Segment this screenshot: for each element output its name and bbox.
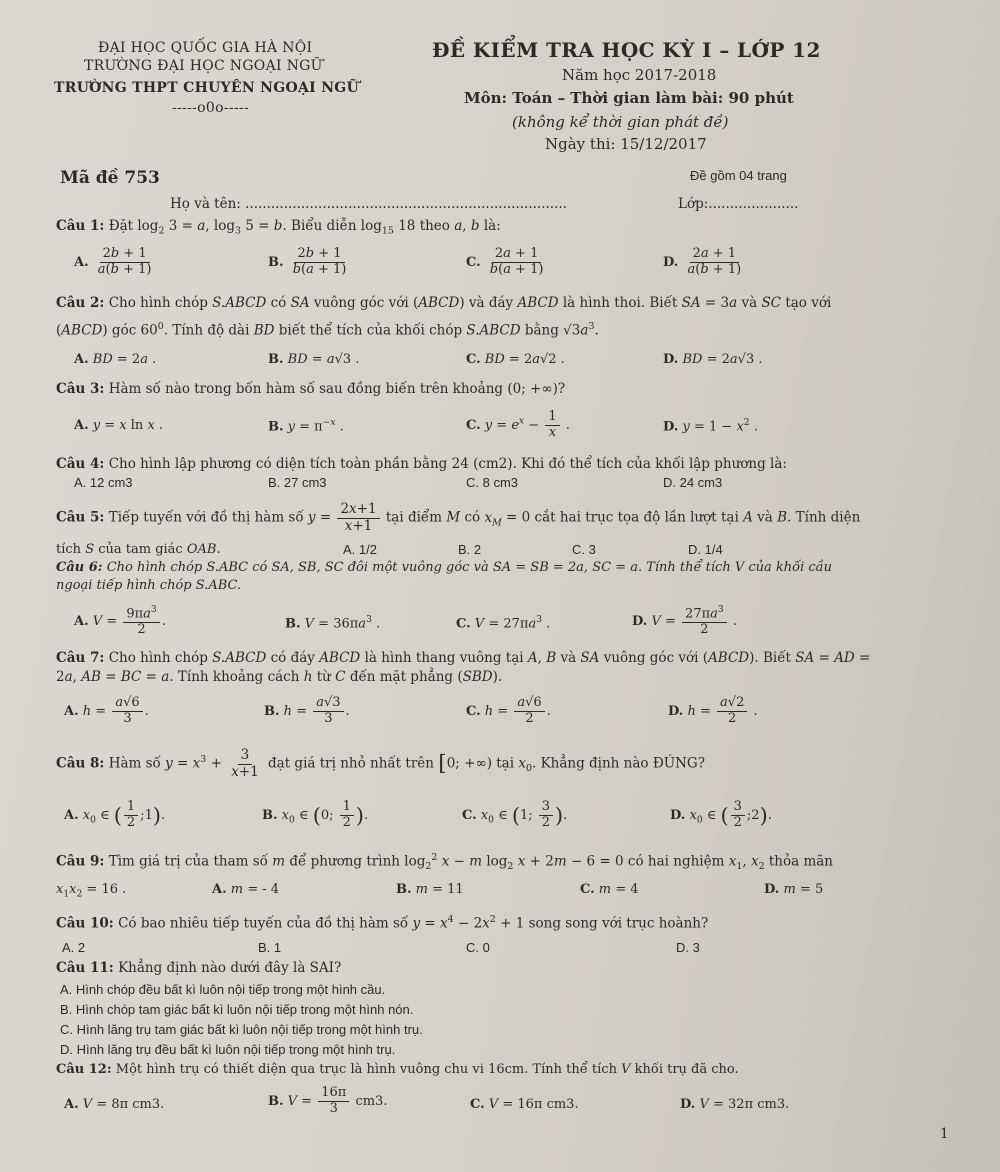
class-field: Lớp:..................... [678, 196, 799, 212]
question-11: Câu 11: Khẳng định nào dưới đây là SAI? [56, 960, 342, 976]
q11-option-b[interactable]: B. Hình chóp tam giác bất kì luôn nội tiếp trong một hình nón. [60, 1002, 414, 1017]
question-5-line-2: tích S của tam giác OAB. [56, 542, 221, 557]
q9-option-b[interactable]: B. m = 11 [396, 882, 464, 897]
question-7-line-2: 2a, AB = BC = a. Tính khoảng cách h từ C đến mặt phẳng (SBD). [56, 669, 503, 685]
q9-condition: $x_1x_2 = 16$ . [56, 882, 127, 900]
q9-option-d[interactable]: D. m = 5 [764, 882, 824, 897]
q9-option-a[interactable]: A. m = - 4 [212, 882, 280, 897]
q6-option-a[interactable]: A. V = $\frac{9\pi a^3}{2}$ . [74, 605, 166, 638]
q10-option-c[interactable]: C. 0 [466, 940, 490, 955]
question-2-line-1: Câu 2: Cho hình chóp S.ABCD có SA vuông góc với (ABCD) và đáy ABCD là hình thoi. Biết SA = 3a và SC tạo với [56, 295, 832, 311]
q3-option-d[interactable]: D. $y = 1 - x^2$ . [663, 418, 758, 435]
q11-option-d[interactable]: D. Hình lăng trụ đều bất kì luôn nội tiếp trong một hình trụ. [60, 1042, 396, 1057]
q9-option-c[interactable]: C. m = 4 [580, 882, 639, 897]
q8-option-d[interactable]: D. $x_0$ ∈ ( $\frac{3}{2}$ ;2). [670, 799, 772, 830]
time-note: (không kể thời gian phát đề) [512, 113, 729, 131]
q12-option-b[interactable]: B. V = $\frac{16\pi}{3}$ cm3. [268, 1085, 388, 1116]
q1-option-a[interactable]: A. $\frac{2b + 1}{a(b + 1)}$ [74, 246, 152, 277]
q5-option-c[interactable]: C. 3 [572, 542, 596, 557]
q8-option-c[interactable]: C. $x_0$ ∈ (1; $\frac{3}{2}$ ). [462, 799, 568, 830]
q1-option-d[interactable]: D. $\frac{2a + 1}{a(b + 1)}$ [663, 246, 742, 277]
question-8: Câu 8: Hàm số $y = x^3$ + $\frac{3}{x+1}$ đạt giá trị nhỏ nhất trên [0; +∞) tại $x_0$. Khẳng định nào ĐÚNG? [56, 747, 705, 780]
q3-option-a[interactable]: A. y = x ln x . [74, 418, 164, 433]
q6-option-c[interactable]: C. $V = 27\pi a^3$ . [456, 615, 551, 632]
question-4: Câu 4: Cho hình lập phương có diện tích toàn phần bằng 24 (cm2). Khi đó thể tích của khối lập phương là: [56, 456, 787, 472]
name-field: Họ và tên: ........................................................................... [170, 196, 567, 212]
q3-option-c[interactable]: C. $y = e^x$ − $\frac{1}{x}$ . [466, 409, 570, 440]
q8-option-a[interactable]: A. $x_0$ ∈ ( $\frac{1}{2}$ ;1). [64, 799, 166, 830]
question-12: Câu 12: Một hình trụ có thiết diện qua trục là hình vuông chu vi 16cm. Tính thể tích V khối trụ đã cho. [56, 1062, 739, 1077]
q2-option-a[interactable]: A. BD = 2a . [74, 352, 157, 367]
question-6-line-1: Câu 6: Cho hình chóp S.ABC có SA, SB, SC đôi một vuông góc và SA = SB = 2a, SC = a. Tính thể tích V của khối cầu [56, 560, 832, 575]
q8-option-b[interactable]: B. $x_0$ ∈ (0; $\frac{1}{2}$ ). [262, 799, 369, 830]
q12-option-d[interactable]: D. V = 32π cm3. [680, 1097, 790, 1112]
q6-option-d[interactable]: D. V = $\frac{27\pi a^3}{2}$ . [632, 605, 737, 638]
q5-option-b[interactable]: B. 2 [458, 542, 482, 557]
q12-option-c[interactable]: C. V = 16π cm3. [470, 1097, 579, 1112]
q5-option-a[interactable]: A. 1/2 [343, 542, 377, 557]
q12-option-a[interactable]: A. V = 8π cm3. [64, 1097, 165, 1112]
school-name: TRƯỜNG THPT CHUYÊN NGOẠI NGỮ [54, 80, 360, 96]
exam-code: Mã đề 753 [60, 168, 160, 188]
university-name: ĐẠI HỌC QUỐC GIA HÀ NỘI [98, 40, 313, 56]
q7-option-c[interactable]: C. h = $\frac{a√6}{2}$ . [466, 695, 551, 726]
q10-option-d[interactable]: D. 3 [676, 940, 700, 955]
q11-option-c[interactable]: C. Hình lăng trụ tam giác bất kì luôn nội tiếp trong một hình trụ. [60, 1022, 423, 1037]
q5-option-d[interactable]: D. 1/4 [688, 542, 723, 557]
college-name: TRƯỜNG ĐẠI HỌC NGOẠI NGỮ [84, 58, 323, 74]
question-9: Câu 9: Tìm giá trị của tham số m để phương trình $\log_2^2 x - m$ $\log_2 x + 2m - 6 = 0$ có hai nghiệm $x_1$, $x_2$ thỏa mãn [56, 852, 834, 873]
q1-option-c[interactable]: C. $\frac{2a + 1}{b(a + 1)}$ [466, 246, 544, 277]
q6-option-b[interactable]: B. $V = 36\pi a^3$ . [285, 615, 381, 632]
q11-option-a[interactable]: A. Hình chóp đều bất kì luôn nội tiếp trong một hình cầu. [60, 982, 386, 997]
exam-date: Ngày thi: 15/12/2017 [545, 135, 707, 153]
question-10: Câu 10: Có bao nhiêu tiếp tuyến của đồ thị hàm số $y = x^4 - 2x^2 + 1$ song song với trục hoành? [56, 914, 709, 932]
question-5-line-1: Câu 5: Tiếp tuyến với đồ thị hàm số y = $\frac{2x+1}{x+1}$ tại điểm M có $x_M = 0$ cắt hai trục tọa độ lần lượt tại A và B. Tính diện [56, 501, 861, 534]
subject-line: Môn: Toán – Thời gian làm bài: 90 phút [464, 89, 794, 107]
q10-option-b[interactable]: B. 1 [258, 940, 282, 955]
question-2-line-2: (ABCD) góc $60^0$. Tính độ dài BD biết thể tích của khối chóp S.ABCD bằng $√3a^3$. [56, 321, 599, 339]
question-1: Câu 1: Đặt $\log_2 3 = a$, $\log_3 5 = b$. Biểu diễn $\log_{15} 18$ theo a, b là: [56, 218, 501, 237]
q1-option-b[interactable]: B. $\frac{2b + 1}{b(a + 1)}$ [268, 246, 347, 277]
school-year: Năm học 2017-2018 [562, 66, 717, 84]
q-label: Câu 1: [56, 218, 105, 234]
q4-option-a[interactable]: A. 12 cm3 [74, 475, 133, 490]
q4-option-d[interactable]: D. 24 cm3 [663, 475, 723, 490]
q7-option-d[interactable]: D. h = $\frac{a√2}{2}$ . [668, 695, 758, 726]
q4-option-b[interactable]: B. 27 cm3 [268, 475, 327, 490]
page-number: 1 [940, 1126, 949, 1142]
q2-option-b[interactable]: B. BD = a√3 . [268, 352, 360, 367]
page-count: Đề gồm 04 trang [690, 168, 787, 183]
q7-option-a[interactable]: A. h = $\frac{a√6}{3}$ . [64, 695, 149, 726]
q7-option-b[interactable]: B. h = $\frac{a√3}{3}$ . [264, 695, 350, 726]
q10-option-a[interactable]: A. 2 [62, 940, 86, 955]
question-7-line-1: Câu 7: Cho hình chóp S.ABCD có đáy ABCD là hình thang vuông tại A, B và SA vuông góc với (ABCD). Biết SA = AD = [56, 650, 871, 666]
question-6-line-2: ngoại tiếp hình chóp S.ABC. [56, 578, 242, 593]
exam-title: ĐỀ KIỂM TRA HỌC KỲ I – LỚP 12 [432, 38, 821, 62]
q3-option-b[interactable]: B. $y = \pi^{-x}$ . [268, 418, 344, 435]
q2-option-d[interactable]: D. BD = 2a√3 . [663, 352, 763, 367]
header-divider: -----o0o----- [172, 100, 249, 116]
question-3: Câu 3: Hàm số nào trong bốn hàm số sau đồng biến trên khoảng (0; +∞)? [56, 381, 566, 397]
q4-option-c[interactable]: C. 8 cm3 [466, 475, 519, 490]
q2-option-c[interactable]: C. BD = 2a√2 . [466, 352, 565, 367]
